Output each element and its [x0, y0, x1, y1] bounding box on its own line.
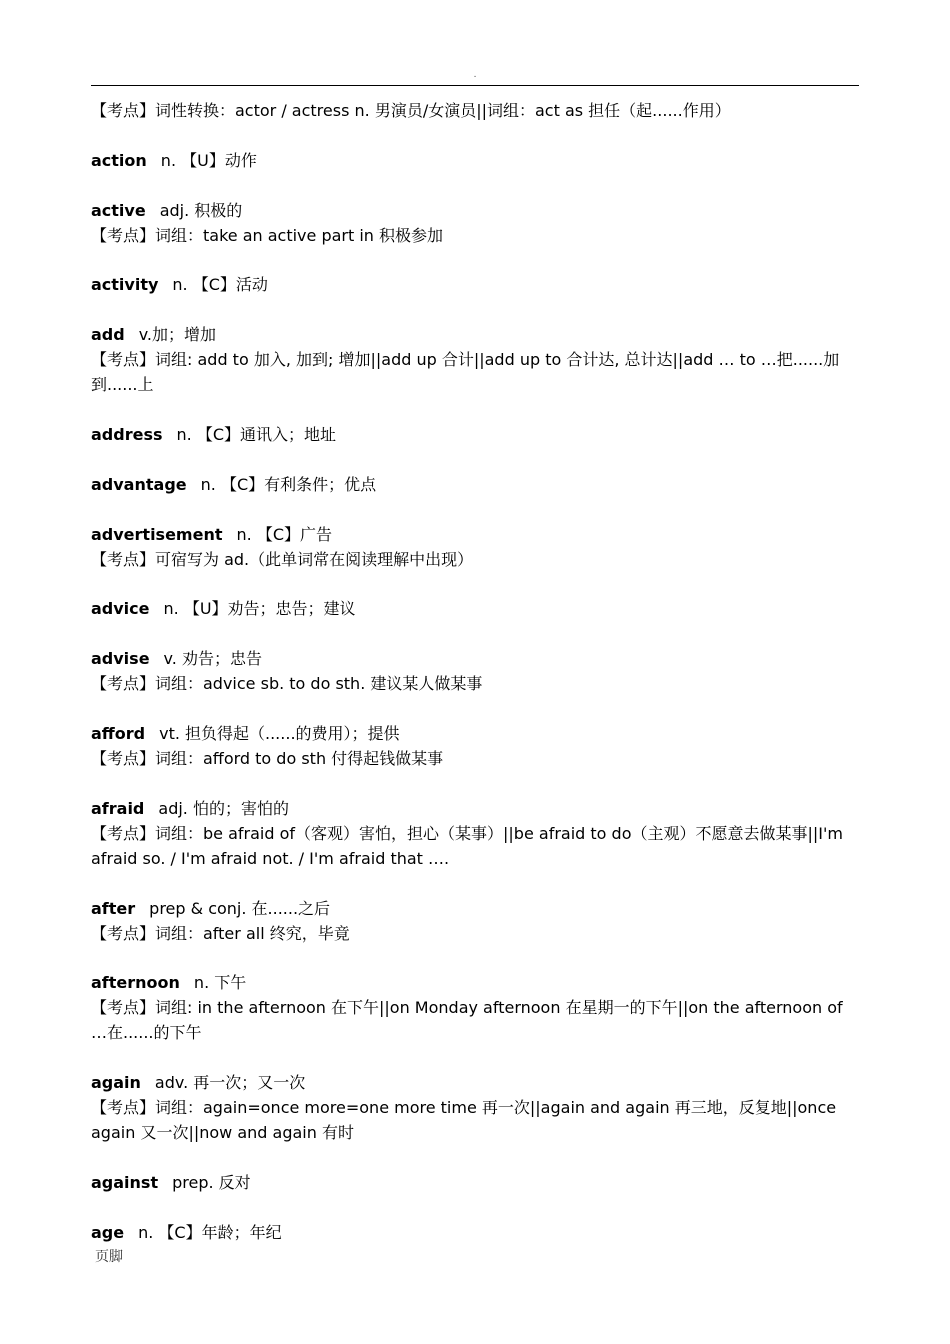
vocab-entry [91, 970, 861, 1045]
exam-point-note: 【考点】词组: add to 加入, 加到; 增加||add up 合计||add up to 合计达, 总计达||add … to …把......加到......上 [91, 350, 840, 395]
vocab-entry [91, 198, 861, 248]
vocab-entry [91, 1070, 861, 1145]
exam-point-note: 【考点】词性转换：actor / actress n. 男演员/女演员||词组：act as 担任（起......作用） [91, 101, 731, 120]
definition: n. 【C】活动 [172, 275, 268, 295]
exam-point-note: 【考点】词组：take an active part in 积极参加 [91, 225, 444, 245]
vocab-entry [91, 272, 861, 297]
vocab-entry [91, 322, 861, 397]
entry-headline [91, 596, 861, 621]
definition: prep & conj. 在......之后 [149, 898, 331, 918]
definition: n. 【C】年龄；年纪 [138, 1222, 282, 1242]
exam-point-note: 【考点】词组：advice sb. to do sth. 建议某人做某事 [91, 674, 483, 694]
exam-point-note: 【考点】词组：be afraid of（客观）害怕，担心（某事）||be afraid to do（主观）不愿意去做某事||I'm afraid so. / I'm afraid not. / I'm afraid that …. [91, 823, 843, 868]
headword: active [91, 200, 146, 220]
entry-headline [91, 796, 861, 821]
entry-headline [91, 646, 861, 671]
vocab-entry [91, 422, 861, 447]
header-divider [91, 85, 859, 86]
definition: vt. 担负得起（......的费用）；提供 [159, 723, 400, 743]
headword: address [91, 424, 163, 444]
vocab-entry [91, 596, 861, 621]
exam-point-note: 【考点】可宿写为 ad.（此单词常在阅读理解中出现） [91, 549, 474, 569]
headword: against [91, 1172, 159, 1192]
entry-headline [91, 198, 861, 223]
vocab-entry [91, 148, 861, 173]
definition: n. 下午 [193, 973, 247, 993]
definition: v.加；增加 [138, 325, 217, 345]
headword: activity [91, 275, 159, 295]
entry-headline [91, 1220, 861, 1245]
entry-headline [91, 1170, 861, 1195]
vocab-entry [91, 721, 861, 771]
entry-headline [91, 422, 861, 447]
exam-point-note: 【考点】词组：again=once more=one more time 再一次||again and again 再三地，反复地||once again 又一次||now and again 有时 [91, 1098, 837, 1143]
vocab-entry [91, 98, 861, 123]
entry-headline [91, 896, 861, 921]
definition: adj. 积极的 [159, 200, 243, 220]
definition: n. 【C】通讯入；地址 [176, 424, 336, 444]
entry-headline [91, 522, 861, 547]
definition: adv. 再一次；又一次 [154, 1073, 306, 1093]
entry-headline [91, 272, 861, 297]
entry-headline [91, 148, 861, 173]
vocab-entry [91, 646, 861, 696]
vocab-entry [91, 472, 861, 497]
headword: advertisement [91, 524, 223, 544]
definition: n. 【U】劝告；忠告；建议 [163, 599, 356, 619]
entry-headline [91, 721, 861, 746]
entry-headline [91, 472, 861, 497]
headword: age [91, 1222, 125, 1242]
exam-point-note: 【考点】词组: in the afternoon 在下午||on Monday afternoon 在星期一的下午||on the afternoon of …在......的下午 [91, 998, 843, 1043]
headword: afternoon [91, 973, 180, 993]
vocab-entry [91, 1170, 861, 1195]
definition: adj. 怕的；害怕的 [158, 798, 289, 818]
entry-headline [91, 970, 861, 995]
headword: afford [91, 723, 146, 743]
exam-point-note: 【考点】词组：afford to do sth 付得起钱做某事 [91, 748, 444, 768]
vocab-entry [91, 522, 861, 572]
headword: add [91, 325, 125, 345]
headword: again [91, 1073, 141, 1093]
headword: afraid [91, 798, 145, 818]
exam-point-note: 【考点】词组：after all 终究，毕竟 [91, 923, 350, 943]
vocab-entry [91, 796, 861, 871]
definition: v. 劝告；忠告 [163, 649, 262, 669]
vocabulary-list [91, 98, 861, 1270]
entry-headline [91, 1070, 861, 1095]
definition: n. 【U】动作 [160, 150, 257, 170]
headword: action [91, 150, 147, 170]
headword: after [91, 898, 136, 918]
headword: advise [91, 649, 150, 669]
vocab-entry [91, 896, 861, 946]
headword: advice [91, 599, 150, 619]
entry-headline [91, 322, 861, 347]
header-mark: . [473, 70, 477, 80]
definition: n. 【C】广告 [236, 524, 332, 544]
headword: advantage [91, 474, 187, 494]
page-footer: 页脚 [95, 1249, 123, 1265]
vocab-entry [91, 1220, 861, 1245]
definition: n. 【C】有利条件；优点 [200, 474, 377, 494]
definition: prep. 反对 [172, 1172, 251, 1192]
